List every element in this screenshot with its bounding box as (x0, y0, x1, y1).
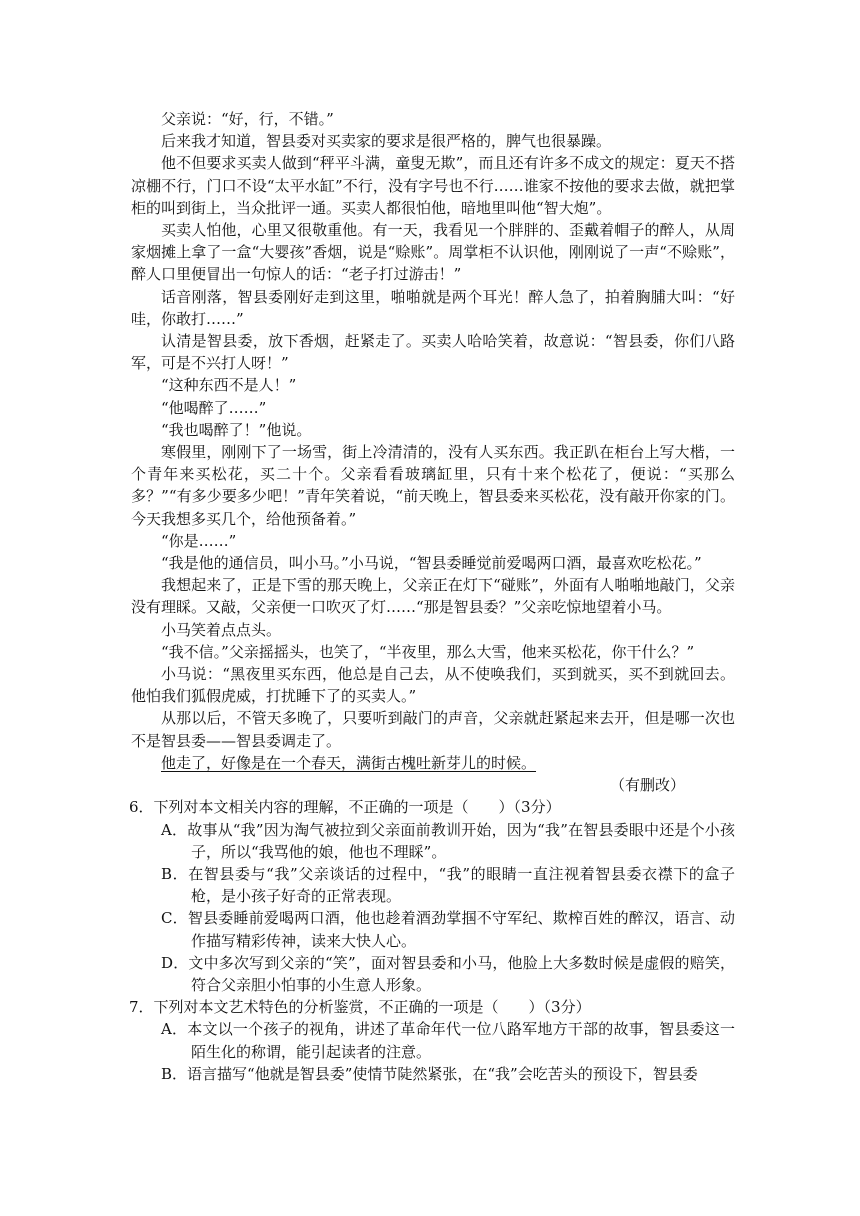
story-paragraph: 从那以后，不管天多晚了，只要听到敲门的声音，父亲就赶紧起来去开，但是哪一次也不是智县委——智县委调走了。 (131, 709, 735, 750)
question-6-option-a: A．故事从“我”因为淘气被拉到父亲面前教训开始，因为“我”在智县委眼中还是个小孩子，所以“我骂他的娘，他也不理睬”。 (161, 820, 735, 861)
question-7-stem: 7．下列对本文艺术特色的分析鉴赏，不正确的一项是（ ）（3分） (129, 998, 591, 1017)
question-7-option-b: B．语言描写“他就是智县委”使情节陡然紧张，在“我”会吃苦头的预设下，智县委 (161, 1064, 698, 1083)
story-paragraph: 后来我才知道，智县委对买卖家的要求是很严格的，脾气也很暴躁。 (161, 132, 612, 151)
underlined-sentence: 他走了，好像是在一个春天，满街古槐吐新芽儿的时候。 (161, 753, 537, 772)
question-6-option-c: C．智县委睡前爱喝两口酒，他也趁着酒劲掌掴不守军纪、欺榨百姓的醉汉，语言、动作描写精彩传神，读来大快人心。 (161, 909, 735, 950)
story-paragraph: “你是……” (161, 531, 237, 550)
story-paragraph: 父亲说：“好，行，不错。” (161, 110, 334, 128)
question-6-option-b: B．在智县委与“我”父亲谈话的过程中，“我”的眼睛一直注视着智县委衣襟下的盒子枪，是小孩子好奇的正常表现。 (161, 864, 735, 906)
story-paragraph: “我不信。”父亲摇摇头，也笑了，“半夜里，那么大雪，他来买松花，你干什么？” (161, 642, 695, 661)
question-6-stem: 6．下列对本文相关内容的理解，不正确的一项是（ ）（3分） (129, 798, 561, 817)
story-paragraph-final (131, 752, 735, 774)
story-paragraph: 他不但要求买卖人做到“秤平斗满，童叟无欺”，而且还有许多不成文的规定：夏天不搭凉棚不行，门口不设“太平水缸”不行，没有字号也不行……谁家不按他的要求去做，就把掌柜的叫到街上，当众批评一通。买卖人都很怕他，暗地里叫他“智大炮”。 (131, 154, 735, 217)
story-paragraph: “这种东西不是人！” (161, 376, 297, 395)
question-6-option-d: D．文中多次写到父亲的“笑”，面对智县委和小马，他脸上大多数时候是虚假的赔笑，符合父亲胆小怕事的小生意人形象。 (161, 953, 735, 994)
story-paragraph: 小马说：“黑夜里买东西，他总是自己去，从不使唤我们，买到就买，买不到就回去。他怕我们狐假虎威，打扰睡下了的买卖人。” (131, 665, 735, 706)
story-paragraph: 买卖人怕他，心里又很敬重他。有一天，我看见一个胖胖的、歪戴着帽子的醉人，从周家烟摊上拿了一盒“大婴孩”香烟，说是“赊账”。周掌柜不认识他，刚刚说了一声“不赊账”，醉人口里便冒出一句惊人的话：“老子打过游击！” (131, 221, 735, 284)
story-paragraph: 话音刚落，智县委刚好走到这里，啪啪就是两个耳光！醉人急了，拍着胸脯大叫：“好哇，你敢打……” (131, 287, 735, 328)
text-column (131, 108, 735, 1085)
revision-note: （有删改） (609, 776, 685, 795)
story-paragraph: 认清是智县委，放下香烟，赶紧走了。买卖人哈哈笑着，故意说：“智县委，你们八路军，可是不兴打人呀！” (131, 332, 735, 373)
story-paragraph: 小马笑着点点头。 (161, 620, 282, 639)
story-paragraph: “他喝醉了……” (161, 398, 267, 417)
story-paragraph: “我是他的通信员，叫小马。”小马说，“智县委睡觉前爱喝两口酒，最喜欢吃松花。” (161, 554, 702, 573)
question-7-option-a: A．本文以一个孩子的视角，讲述了革命年代一位八路军地方干部的故事，智县委这一陌生化的称谓，能引起读者的注意。 (161, 1020, 735, 1061)
story-paragraph: 寒假里，刚刚下了一场雪，街上冷清清的，没有人买东西。我正趴在柜台上写大楷，一个青年来买松花，买二十个。父亲看看玻璃缸里，只有十来个松花了，便说：“买那么多？”“有多少要多少吧！”青年笑着说，“前天晚上，智县委来买松花，没有敲开你家的门。今天我想多买几个，给他预备着。” (131, 443, 735, 528)
story-paragraph: “我也喝醉了！”他说。 (161, 420, 312, 439)
story-paragraph: 我想起来了，正是下雪的那天晚上，父亲正在灯下“碰账”，外面有人啪啪地敲门，父亲没有理睬。又敲，父亲便一口吹灭了灯……“那是智县委？”父亲吃惊地望着小马。 (131, 576, 735, 617)
